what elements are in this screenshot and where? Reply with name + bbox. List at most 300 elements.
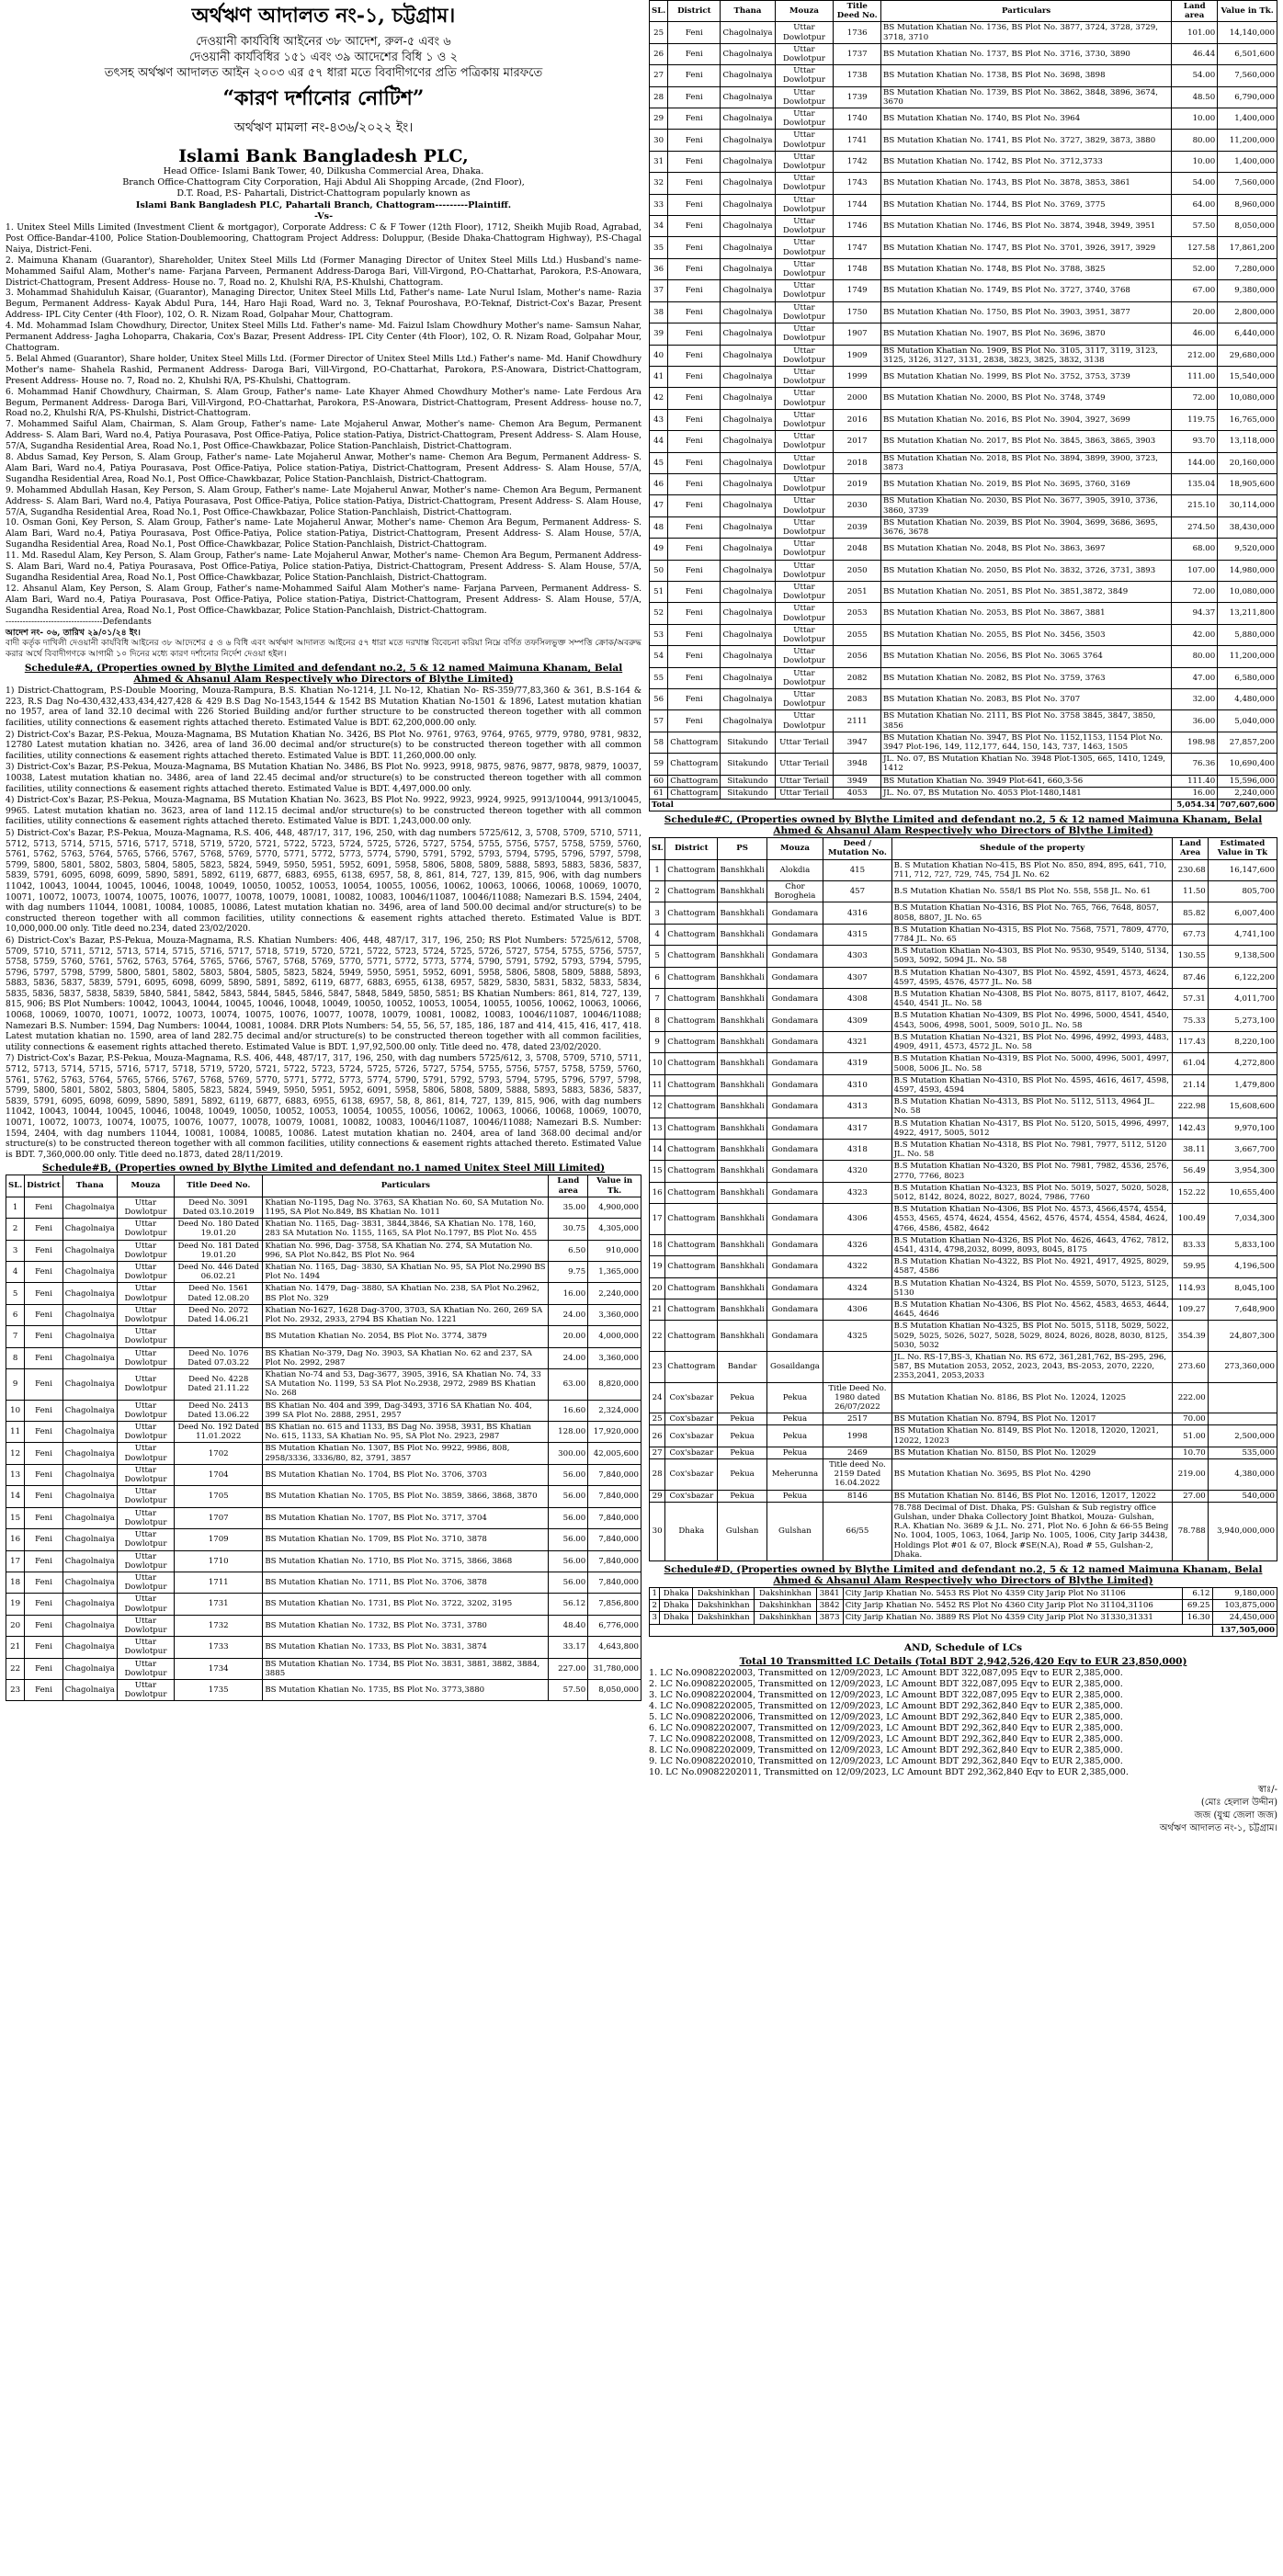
table-cell: Banshkhali (718, 1031, 766, 1052)
table-cell: BS Mutation Khatian No. 1750, BS Plot No. 3903, 3951, 3877 (881, 301, 1172, 323)
table-cell: BS Khatian no. 615 and 1133, BS Dag No. 3958, 3931, BS Khatian No. 615, 1133, SA Khatian No. 95, SA Plot No. 2923, 2987 (263, 1422, 549, 1443)
table-cell: 10,690,400 (1218, 754, 1277, 775)
table-row (650, 1053, 1277, 1074)
table-cell: 56 (650, 689, 668, 710)
table-cell: Bandar (718, 1351, 766, 1382)
table-cell: Uttar Dowlotpur (117, 1529, 174, 1550)
table-cell: Feni (668, 43, 721, 64)
table-cell: Chagolnaiya (721, 624, 775, 645)
table-cell: BS Mutation Khatian No. 8146, BS Plot No. 12016, 12017, 12022 (891, 1490, 1173, 1502)
table-row (650, 689, 1277, 710)
table-cell: 1,365,000 (588, 1262, 642, 1283)
column-header: Land Area (1173, 838, 1208, 859)
column-header: Shedule of the property (891, 838, 1173, 859)
table-cell: 20.00 (1172, 301, 1218, 323)
table-row (650, 967, 1277, 988)
table-cell: BS Mutation Khatian No. 8794, BS Plot No. 12017 (891, 1413, 1173, 1425)
table-cell: 24,807,300 (1208, 1321, 1277, 1352)
table-cell: 16.60 (549, 1400, 588, 1421)
table-cell: Chagolnaiya (62, 1262, 117, 1283)
table-cell: 114.93 (1173, 1277, 1208, 1299)
table-cell: 27,857,200 (1218, 732, 1277, 753)
notice-title: “কারণ দর্শানোর নোটিশ” (222, 86, 425, 110)
table-cell: 1743 (834, 173, 881, 194)
table-cell: Chattogram (665, 1256, 718, 1277)
table-cell: Gondamara (766, 1256, 823, 1277)
schedule-a-item: 5) District-Cox's Bazar, P.S-Pekua, Mouza-Magnama, R.S. 406, 448, 487/17, 317, 196, 250, with dag numbers 5725/612, 3, 5708, 5709, 5710, 5711, 5712, 5713, 5714, 5715, 5716, 5717, 5718, 5719, 5720, 5721, 5722, 5723, 5724, 5725, 5726, 5727, 5754, 5755, 5756, 5757, 5758, 5759, 5760, 5761, 5762, 5763, 5764, 5765, 5766, 5767, 5768, 5769, 5770, 5771, 5772, 5773, 5774, 5790, 5791, 5792, 5793, 5794, 5795, 5796, 5797, 5798, 5799, 5800, 5801, 5802, 5803, 5804, 5805, 5823, 5824, 5949, 5950, 5951, 5952, 6091, 5958, 5806, 5808, 5809, 5888, 5893, 5883, 5836, 5837, 5839, 5791, 6095, 6098, 6099, 5890, 5891, 5892, 6119, 6877, 6883, 6955, 6138, 6957, 58, 8, 861, 814, 727, 139, 815, 906, with dag numbers 11042, 10043, 10044, 10045, 10046, 10048, 10049, 10050, 10052, 10053, 10054, 10055, 10056, 10062, 10063, 10066, 10068, 10069, 10070, 10071, 10072, 10073, 10074, 10075, 10076, 10077, 10078, 10079, 10081, 10082, 10083, 10046/11087, 10046/11088; Namezari B.S. 1594, 2404, with dag numbers 11044, 10081, 10084, 10085, 10086, Latest mutation khatian no. 3496, area of land 500.00 decimal and/or structure(s) to be constructed thereon together with all common facilities, utility connections & easement rights attached thereto. Estimated Value is BDT. 10,000,000.00 only. Title deed no.234, dated 23/02/2020. (6, 827, 642, 935)
table-cell: BS Mutation Khatian No. 2053, BS Plot No. 3867, 3881 (881, 603, 1172, 624)
table-cell: 24.00 (549, 1347, 588, 1368)
table-cell: 51 (650, 581, 668, 602)
table-cell: Uttar Dowlotpur (775, 194, 834, 215)
table-cell: Banshkhali (718, 1234, 766, 1255)
table-row (650, 173, 1277, 194)
order-body: বাদী কর্তৃক দাখিলী দেওয়ানী কার্যবিধি আইনের ৩৮ আদেশের ৫ ও ৬ বিধি এবং অর্থঋণ আদালত আইনের ৫৭ ধারা মতে দরখাস্ত বিবেচনা করিয়া নিম্নে বর্ণিত তফসিলভুক্ত সম্পত্তি ক্রোক/অবরুদ্ধ করার অর্থে বিবাদীগণকে আগামী ১০ দিনের মধ্যে কারণ দর্শানোর নির্দেশ দেওয়া হইল। (6, 638, 642, 660)
table-cell: Gondamara (766, 1053, 823, 1074)
table-cell: 12 (6, 1443, 25, 1464)
column-header: Thana (62, 1175, 117, 1197)
table-cell: Gondamara (766, 946, 823, 967)
table-cell: BS Mutation Khatian No. 2030, BS Plot No. 3677, 3905, 3910, 3736, 3860, 3739 (881, 495, 1172, 516)
total-row (650, 800, 1277, 811)
table-cell: 11 (6, 1422, 25, 1443)
table-cell: Chattogram (665, 1161, 718, 1182)
table-cell: Uttar Dowlotpur (775, 216, 834, 237)
table-cell: 2055 (834, 624, 881, 645)
table-cell: BS Mutation Khatian No. 2019, BS Plot No. 3695, 3760, 3169 (881, 473, 1172, 494)
table-cell: Uttar Teriail (775, 754, 834, 775)
table-cell: 46 (650, 473, 668, 494)
table-cell: Khatian No-1195, Dag No. 3763, SA Khatian No. 60, SA Mutation No. 1195, SA Plot No.849, BS Khatian No. 1011 (263, 1197, 549, 1218)
table-cell: Feni (668, 624, 721, 645)
schedule-d-table (649, 1587, 1277, 1637)
table-cell: 1747 (834, 237, 881, 258)
table-cell: Uttar Dowlotpur (775, 258, 834, 279)
table-cell: Chagolnaiya (721, 710, 775, 732)
table-cell: Pekua (718, 1490, 766, 1502)
table-cell: 8,045,100 (1208, 1277, 1277, 1299)
table-cell: Uttar Dowlotpur (775, 452, 834, 473)
table-cell: Uttar Dowlotpur (775, 560, 834, 581)
defendant-item: 7. Mohammed Saiful Alam, Chairman, S. Alam Group, Father's name- Late Mojaherul Anwar, Mother's name- Chemon Ara Begum, Permanent Address- S. Alam Bari, Ward no.4, Patiya Pourasava, Post Office-Patiya, Police station-Patiya, District-Chattogram, Present Address- S. Alam House, 57/A, Sugandha Residential Area, Road No.1, Post Office-Chawkbazar, Police Station-Panchlaish, District-Chattogram. (6, 419, 642, 452)
table-cell: Feni (25, 1240, 63, 1261)
table-cell: 24.00 (549, 1304, 588, 1325)
table-cell: 215.10 (1172, 495, 1218, 516)
table-cell: 1999 (834, 366, 881, 387)
table-row (650, 667, 1277, 688)
table-cell: 58 (650, 732, 668, 753)
table-cell: Chattogram (665, 1182, 718, 1203)
table-row (6, 1422, 642, 1443)
table-cell: 26 (650, 1425, 665, 1447)
table-cell: Chagolnaiya (62, 1422, 117, 1443)
table-cell: 22 (6, 1658, 25, 1679)
table-row (6, 1304, 642, 1325)
table-cell: Deed No. 1561 Dated 12.08.20 (175, 1283, 263, 1304)
table-row (650, 237, 1277, 258)
schedule-b-table (6, 1175, 642, 1701)
table-cell: 11.50 (1173, 881, 1208, 902)
table-cell: 2,240,000 (588, 1283, 642, 1304)
table-cell: 2056 (834, 646, 881, 667)
table-cell: Banshkhali (718, 1010, 766, 1031)
table-cell: Khatian No. 1165, Dag- 3830, SA Khatian No. 95, SA Plot No.2990 BS Plot No. 1494 (263, 1262, 549, 1283)
table-cell: B.S Mutation Khatian No-4307, BS Plot No. 4592, 4591, 4573, 4624, 4597, 4595, 4576, 4577 JL. No. 58 (891, 967, 1173, 988)
table-cell: 2018 (834, 452, 881, 473)
table-cell: Chattogram (665, 1139, 718, 1160)
table-cell: Banshkhali (718, 1182, 766, 1203)
table-cell: 6,580,000 (1218, 667, 1277, 688)
table-cell: Khatian No. 996, Dag- 3758, SA Khatian No. 274, SA Mutation No. 996, SA Plot No.842, BS Plot No. 964 (263, 1240, 549, 1261)
table-cell: 16 (6, 1529, 25, 1550)
table-cell: 15 (6, 1507, 25, 1528)
table-cell: Deed No. 181 Dated 19.01.20 (175, 1240, 263, 1261)
table-cell: 30.75 (549, 1219, 588, 1240)
table-cell: Feni (25, 1347, 63, 1368)
table-cell: Chagolnaiya (62, 1326, 117, 1347)
table-cell: 16.30 (1183, 1612, 1212, 1624)
lc-item: 2. LC No.09082202005, Transmitted on 12/09/2023, LC Amount BDT 322,087,095 Eqv to EUR 2,385,000. (649, 1678, 1123, 1689)
table-cell: 7,840,000 (588, 1550, 642, 1572)
table-row (650, 216, 1277, 237)
table-cell: 273,360,000 (1208, 1351, 1277, 1382)
table-cell: 2017 (834, 431, 881, 452)
table-cell: Uttar Dowlotpur (775, 173, 834, 194)
table-row (6, 1240, 642, 1261)
table-cell: 14,140,000 (1218, 22, 1277, 43)
table-cell: Feni (25, 1326, 63, 1347)
defendants-tag: ----------------------------------Defendants (6, 616, 152, 627)
table-cell: 28 (650, 1459, 665, 1491)
table-cell: Gondamara (766, 1010, 823, 1031)
table-cell: Chagolnaiya (62, 1615, 117, 1636)
table-cell: 4 (6, 1262, 25, 1283)
table-cell: B.S Mutation Khatian No-4316, BS Plot No. 765, 766, 7648, 8057, 8058, 8807, JL No. 65 (891, 902, 1173, 924)
table-cell: 2,240,000 (1218, 787, 1277, 799)
table-row (650, 732, 1277, 753)
table-cell: 2,800,000 (1218, 301, 1277, 323)
table-cell: Banshkhali (718, 1053, 766, 1074)
table-cell: 4,900,000 (588, 1197, 642, 1218)
table-cell: 4,380,000 (1208, 1459, 1277, 1491)
column-header: Title Deed No. (175, 1175, 263, 1197)
defendant-item: 9. Mohammed Abdullah Hasan, Key Person, S. Alam Group, Father's name- Late Mojaherul Anwar, Mother's name- Chemon Ara Begum, Permanent Address- S. Alam Bari, Ward no.4, Patiya Pourasava, Post Office-Patiya, Police station-Patiya, District-Chattogram, Present Address- S. Alam House, 57/A, Sugandha Residential Area, Road No.1, Post Office-Chawkbazar, Police Station-Panchlaish, District-Chattogram. (6, 484, 642, 517)
table-cell: Uttar Dowlotpur (775, 710, 834, 732)
table-cell: 135.04 (1172, 473, 1218, 494)
table-cell: 7,280,000 (1218, 258, 1277, 279)
column-header: Land area (1172, 1, 1218, 22)
table-cell: Uttar Dowlotpur (775, 301, 834, 323)
table-row (6, 1326, 642, 1347)
table-cell: 11 (650, 1074, 665, 1095)
signature-title: জজ (যুগ্ম জেলা জজ) (1194, 1810, 1277, 1821)
table-cell: Feni (25, 1400, 63, 1421)
defendant-item: 4. Md. Mohammad Islam Chowdhury, Director, Unitex Steel Mills Ltd. Father's name- Md. Faizul Islam Chowdhury Mother's name- Samsun Nahar, Permanent Address- Jagha Lohoparra, Chakaria, Cox's Bazar, Present Address- IPL City Center (4th Floor), 102, O. R. Nizam Road, Golpahar Mour, Chattogram. (6, 321, 642, 353)
table-cell: Uttar Dowlotpur (775, 43, 834, 64)
table-cell: Pekua (718, 1425, 766, 1447)
table-cell: 10.70 (1173, 1447, 1208, 1458)
table-header-row (650, 1, 1277, 22)
table-cell: 56.00 (549, 1464, 588, 1485)
table-cell: 2 (650, 1600, 660, 1612)
table-cell: 4317 (823, 1118, 892, 1139)
table-cell: 27 (650, 1447, 665, 1458)
table-cell: 21 (6, 1637, 25, 1658)
table-row (650, 194, 1277, 215)
table-cell (823, 1351, 892, 1382)
table-cell: 144.00 (1172, 452, 1218, 473)
table-cell: 1 (650, 1588, 660, 1600)
table-cell: Feni (668, 516, 721, 538)
table-cell: 4,011,700 (1208, 989, 1277, 1010)
table-cell: 130.55 (1173, 946, 1208, 967)
table-cell: Dakshinkhan (755, 1600, 816, 1612)
table-cell: B.S Mutation Khatian No-4321, BS Plot No. 4996, 4992, 4993, 4483, 4909, 4911, 4573, 4572 JL. No. 58 (891, 1031, 1173, 1052)
table-cell: Chagolnaiya (721, 388, 775, 409)
table-cell: 19 (650, 1256, 665, 1277)
table-cell: 94.37 (1172, 603, 1218, 624)
table-cell: 4320 (823, 1161, 892, 1182)
table-cell: Uttar Dowlotpur (117, 1262, 174, 1283)
table-cell: Pekua (718, 1382, 766, 1413)
table-row (650, 1256, 1277, 1277)
table-cell: 2517 (823, 1413, 892, 1425)
table-cell: Pekua (766, 1382, 823, 1413)
table-cell: BS Khatian No. 404 and 399, Dag-3493, 3716 SA Khatian No. 404, 399 SA Plot No. 2888, 2951, 2957 (263, 1400, 549, 1421)
table-row (650, 539, 1277, 560)
table-cell: Chagolnaiya (721, 280, 775, 301)
table-cell: Feni (668, 431, 721, 452)
table-row (650, 603, 1277, 624)
table-row (650, 108, 1277, 130)
table-cell: Feni (668, 710, 721, 732)
table-cell: Chattogram (665, 1321, 718, 1352)
table-cell: Sitakundo (721, 754, 775, 775)
table-cell: Uttar Dowlotpur (775, 495, 834, 516)
table-cell: 152.22 (1173, 1182, 1208, 1203)
table-cell: 20 (650, 1277, 665, 1299)
table-cell: 15,596,000 (1218, 775, 1277, 787)
table-cell: Feni (25, 1464, 63, 1485)
table-cell: B.S Mutation Khatian No-4308, BS Plot No. 8075, 8117, 8107, 4642, 4540, 4541 JL. No. 58 (891, 989, 1173, 1010)
table-cell: Sitakundo (721, 732, 775, 753)
table-cell: Uttar Dowlotpur (775, 409, 834, 430)
table-cell: B.S Mutation Khatian No-4323, BS Plot No. 5019, 5027, 5020, 5028, 5012, 8142, 8024, 8022, 8027, 8024, 7986, 7760 (891, 1182, 1173, 1203)
table-cell: 47.00 (1172, 667, 1218, 688)
table-cell: 48.50 (1172, 86, 1218, 108)
table-cell: 70.00 (1173, 1413, 1208, 1425)
table-cell: Feni (25, 1283, 63, 1304)
table-cell: 54 (650, 646, 668, 667)
column-header: Estimated Value in Tk (1208, 838, 1277, 859)
lc-list (649, 1668, 1277, 1778)
table-cell: Feni (25, 1572, 63, 1593)
table-row (650, 22, 1277, 43)
table-cell: 14,980,000 (1218, 560, 1277, 581)
table-cell: Feni (668, 409, 721, 430)
table-cell: 273.60 (1173, 1351, 1208, 1382)
table-cell: 3948 (834, 754, 881, 775)
table-cell: 6 (650, 967, 665, 988)
table-cell: 540,000 (1208, 1490, 1277, 1502)
table-cell: Deed No. 446 Dated 06.02.21 (175, 1262, 263, 1283)
table-row (650, 1031, 1277, 1052)
table-cell: 7,034,300 (1208, 1204, 1277, 1235)
table-cell: B.S Mutation Khatian No-4310, BS Plot No. 4595, 4616, 4617, 4598, 4597, 4593, 4594 (891, 1074, 1173, 1095)
table-row (6, 1197, 642, 1218)
table-cell: 78.788 Decimal of Dist. Dhaka, PS: Gulshan & Sub registry office Gulshan, under Dhaka Collectory Joint Bhatkoi, Mouza- Gulshan, R.A. Khatian No. 3689 & J.L. No. 271, Plot No. 6 John & 66-55 Being No. 1004, 1005, 1063, 1064, Jarip No. 1005, 1006, City Jarip 34438, Holdings Plot #01 & 07, Block #SE(N.A), Road # 55, Gulshan-2, Dhaka. (891, 1502, 1173, 1560)
table-cell: 1 (6, 1197, 25, 1218)
table-cell: 2 (650, 881, 665, 902)
table-cell: Uttar Dowlotpur (775, 624, 834, 645)
table-cell: 6.12 (1183, 1588, 1212, 1600)
table-cell: 32.00 (1172, 689, 1218, 710)
table-row (6, 1679, 642, 1700)
lc-item: 4. LC No.09082202005, Transmitted on 12/09/2023, LC Amount BDT 292,362,840 Eqv to EUR 2,385,000. (649, 1700, 1123, 1711)
table-cell: 85.82 (1173, 902, 1208, 924)
table-cell: 1711 (175, 1572, 263, 1593)
table-cell: Feni (668, 151, 721, 172)
table-cell: 1,479,800 (1208, 1074, 1277, 1095)
table-cell: 59 (650, 754, 668, 775)
table-cell: 3842 (816, 1600, 843, 1612)
table-cell: Pekua (766, 1447, 823, 1458)
table-cell: 5,273,100 (1208, 1010, 1277, 1031)
table-cell: 1740 (834, 108, 881, 130)
table-cell: 10 (650, 1053, 665, 1074)
table-cell: 14 (650, 1139, 665, 1160)
table-cell: Chagolnaiya (721, 194, 775, 215)
table-cell: Chagolnaiya (721, 22, 775, 43)
table-cell: Banshkhali (718, 1161, 766, 1182)
lc-item: 5. LC No.09082202006, Transmitted on 12/09/2023, LC Amount BDT 292,362,840 Eqv to EUR 2,385,000. (649, 1711, 1123, 1722)
schedule-d-total: 137,505,000 (1212, 1624, 1277, 1636)
table-cell: Uttar Teriail (775, 732, 834, 753)
table-cell: 1998 (823, 1425, 892, 1447)
table-cell: BS Mutation Khatian No. 2055, BS Plot No. 3456, 3503 (881, 624, 1172, 645)
table-cell: Banshkhali (718, 902, 766, 924)
table-cell: Chagolnaiya (721, 646, 775, 667)
table-cell: 1705 (175, 1486, 263, 1507)
table-cell: Uttar Dowlotpur (775, 646, 834, 667)
table-cell: 19 (6, 1594, 25, 1615)
table-cell: 354.39 (1173, 1321, 1208, 1352)
table-cell: Chattogram (665, 1031, 718, 1052)
signature-court: অর্থঋণ আদালত নং-১, চট্টগ্রাম। (1159, 1822, 1277, 1833)
table-cell: Chagolnaiya (721, 323, 775, 345)
table-cell: 10.00 (1172, 108, 1218, 130)
table-cell: 35.00 (549, 1197, 588, 1218)
table-cell: 2048 (834, 539, 881, 560)
table-cell: Cox'sbazar (665, 1425, 718, 1447)
table-cell: Chagolnaiya (721, 366, 775, 387)
table-cell: 56.00 (549, 1507, 588, 1528)
table-cell: 61 (650, 787, 668, 799)
column-header: Value in Tk. (1218, 1, 1277, 22)
table-cell: Dakshinkhan (755, 1588, 816, 1600)
schedule-a-item: 3) District-Cox's Bazar, P.S-Pekua, Mouza-Magnama, BS Mutation Khatian No. 3486, BS Plot No. 9923, 9918, 9875, 9876, 9877, 9878, 9879, 10037, 10038, Latest mutation khatian no. 3486, area of land 22.45 decimal and/or structure(s) to be constructed thereon together with all common facilities, utility connections & easement rights attached thereto. Estimated Value is BDT. 4,497,000.00 only. (6, 762, 642, 794)
table-cell: 30 (650, 130, 668, 151)
table-cell: 109.27 (1173, 1299, 1208, 1320)
table-row (6, 1637, 642, 1658)
table-cell: Banshkhali (718, 1321, 766, 1352)
table-cell: 1733 (175, 1637, 263, 1658)
table-cell: 3949 (834, 775, 881, 787)
table-cell: 457 (823, 881, 892, 902)
table-cell: 2,324,000 (588, 1400, 642, 1421)
table-cell: 1738 (834, 65, 881, 86)
table-cell: 56.00 (549, 1572, 588, 1593)
table-cell: Deed No. 3091 Dated 03.10.2019 (175, 1197, 263, 1218)
table-cell: 2030 (834, 495, 881, 516)
table-cell: Uttar Dowlotpur (775, 151, 834, 172)
defendant-item: 1. Unitex Steel Mills Limited (Investment Client & mortgagor), Corporate Address: C & F Tower (12th Floor), 1712, Sheikh Mujib Road, Agrabad, Post Office-Bandar-4100, Police Station-Doublemooring, Chattogram Project Address: Doluppur, (Beside Dhaka-Chattogram Highway), P.S-Chagal Naiya, District-Feni. (6, 222, 642, 255)
table-cell: Feni (668, 667, 721, 688)
defendant-item: 8. Abdus Samad, Key Person, S. Alam Group, Father's name- Late Mojaherul Anwar, Mother's name- Chemon Ara Begum, Permanent Address- S. Alam Bari, Ward no.4, Patiya Pourasava, Post Office-Patiya, Police station-Patiya, District-Chattogram, Present Address- S. Alam House, 57/A, Sugandha Residential Area, Road No.1, Post Office-Chawkbazar, Police Station-Panchlaish, District-Chattogram. (6, 452, 642, 484)
table-cell: Banshkhali (718, 967, 766, 988)
table-cell: Banshkhali (718, 1256, 766, 1277)
table-cell: Chattogram (665, 1277, 718, 1299)
column-header: Thana (721, 1, 775, 22)
table-cell: 29,680,000 (1218, 345, 1277, 366)
schedule-b-continued-table (649, 0, 1277, 811)
table-cell: B.S Mutation Khatian No-4324, BS Plot No. 4559, 5070, 5123, 5125, 5130 (891, 1277, 1173, 1299)
table-cell: Feni (668, 216, 721, 237)
table-cell: BS Mutation Khatian No. 2056, BS Plot No. 3065 3764 (881, 646, 1172, 667)
table-cell: Uttar Dowlotpur (117, 1197, 174, 1218)
table-cell: 25 (650, 22, 668, 43)
table-cell: 4303 (823, 946, 892, 967)
table-cell: 30 (650, 1502, 665, 1560)
table-cell: B.S Mutation Khatian No-4306, BS Plot No. 4562, 4583, 4653, 4644, 4645, 4646 (891, 1299, 1173, 1320)
table-cell: Feni (668, 280, 721, 301)
table-row (650, 1161, 1277, 1182)
table-row (650, 43, 1277, 64)
table-cell: Chor Borogheia (766, 881, 823, 902)
defendant-item: 5. Belal Ahmed (Guarantor), Share holder, Unitex Steel Mills Ltd. (Former Director of Unitex Steel Mills Ltd.) Father's name- Md. Hanif Chowdhury Mother's name- Shahela Rashid, Permanent Address- Daroga Bari, Vill-Virgond, P.O-Chattarhat, Parokora, P.S-Anowara, District-Chattogram, Present Address- House no. 7, Road no. 2, Khulshi R/A, PS-Khulshi, Chattogram. (6, 353, 642, 386)
table-cell: 27 (650, 65, 668, 86)
table-row (6, 1283, 642, 1304)
table-cell: Uttar Dowlotpur (117, 1464, 174, 1485)
table-cell: Feni (668, 301, 721, 323)
table-cell: 8,820,000 (588, 1369, 642, 1401)
table-cell: B.S Mutation Khatian No-4322, BS Plot No. 4921, 4917, 4925, 8029, 4587, 4586 (891, 1256, 1173, 1277)
table-cell: 10 (6, 1400, 25, 1421)
table-cell: 8146 (823, 1490, 892, 1502)
defendant-item: 10. Osman Goni, Key Person, S. Alam Group, Father's name- Late Mojaherul Anwar, Mother's name- Chemon Ara Begum, Permanent Address- S. Alam Bari, Ward no.4, Patiya Pourasava, Post Office-Patiya, Police station-Patiya, District-Chattogram, Present Address- S. Alam House, 57/A, Sugandha Residential Area, Road No.1, Post Office-Chawkbazar, Police Station-Panchlaish, District-Chattogram. (6, 517, 642, 550)
table-cell: 7,840,000 (588, 1529, 642, 1550)
header-line-1: দেওয়ানী কার্যবিধি আইনের ৩৮ আদেশ, রুল-৫ এবং ৬ (196, 35, 451, 49)
table-cell: Uttar Dowlotpur (117, 1594, 174, 1615)
table-cell: B.S Mutation Khatian No-4320, BS Plot No. 7981, 7982, 4536, 2576, 2770, 7766, 8023 (891, 1161, 1173, 1182)
table-cell: Uttar Dowlotpur (775, 388, 834, 409)
table-cell: 1,400,000 (1218, 151, 1277, 172)
schedule-a-items (6, 686, 642, 1160)
table-cell: 26 (650, 43, 668, 64)
table-row (6, 1529, 642, 1550)
table-cell: 4,741,100 (1208, 924, 1277, 945)
schedule-a-item: 4) District-Cox's Bazar, P.S-Pekua, Mouza-Magnama, BS Mutation Khatian No. 3623, BS Plot No. 9922, 9923, 9924, 9925, 9913/10044, 9913/10045, 9965. Latest mutation khatian no. 3623, area of land 112.15 decimal and/or structure(s) to be constructed thereon together with all common facilities, utility connections & easement rights attached thereto. Estimated Value is BDT. 1,243,000.00 only. (6, 795, 642, 827)
table-cell: 4325 (823, 1321, 892, 1352)
table-cell: 5,833,100 (1208, 1234, 1277, 1255)
table-cell: Uttar Dowlotpur (775, 65, 834, 86)
table-cell: 230.68 (1173, 859, 1208, 880)
table-cell: BS Mutation Khatian No. 1705, BS Plot No. 3859, 3866, 3868, 3870 (263, 1486, 549, 1507)
table-cell: BS Mutation Khatian No. 8149, BS Plot No. 12018, 12020, 12021, 12022, 12023 (891, 1425, 1173, 1447)
table-cell: Feni (25, 1679, 63, 1700)
table-cell: 1731 (175, 1594, 263, 1615)
table-cell: Uttar Dowlotpur (117, 1658, 174, 1679)
